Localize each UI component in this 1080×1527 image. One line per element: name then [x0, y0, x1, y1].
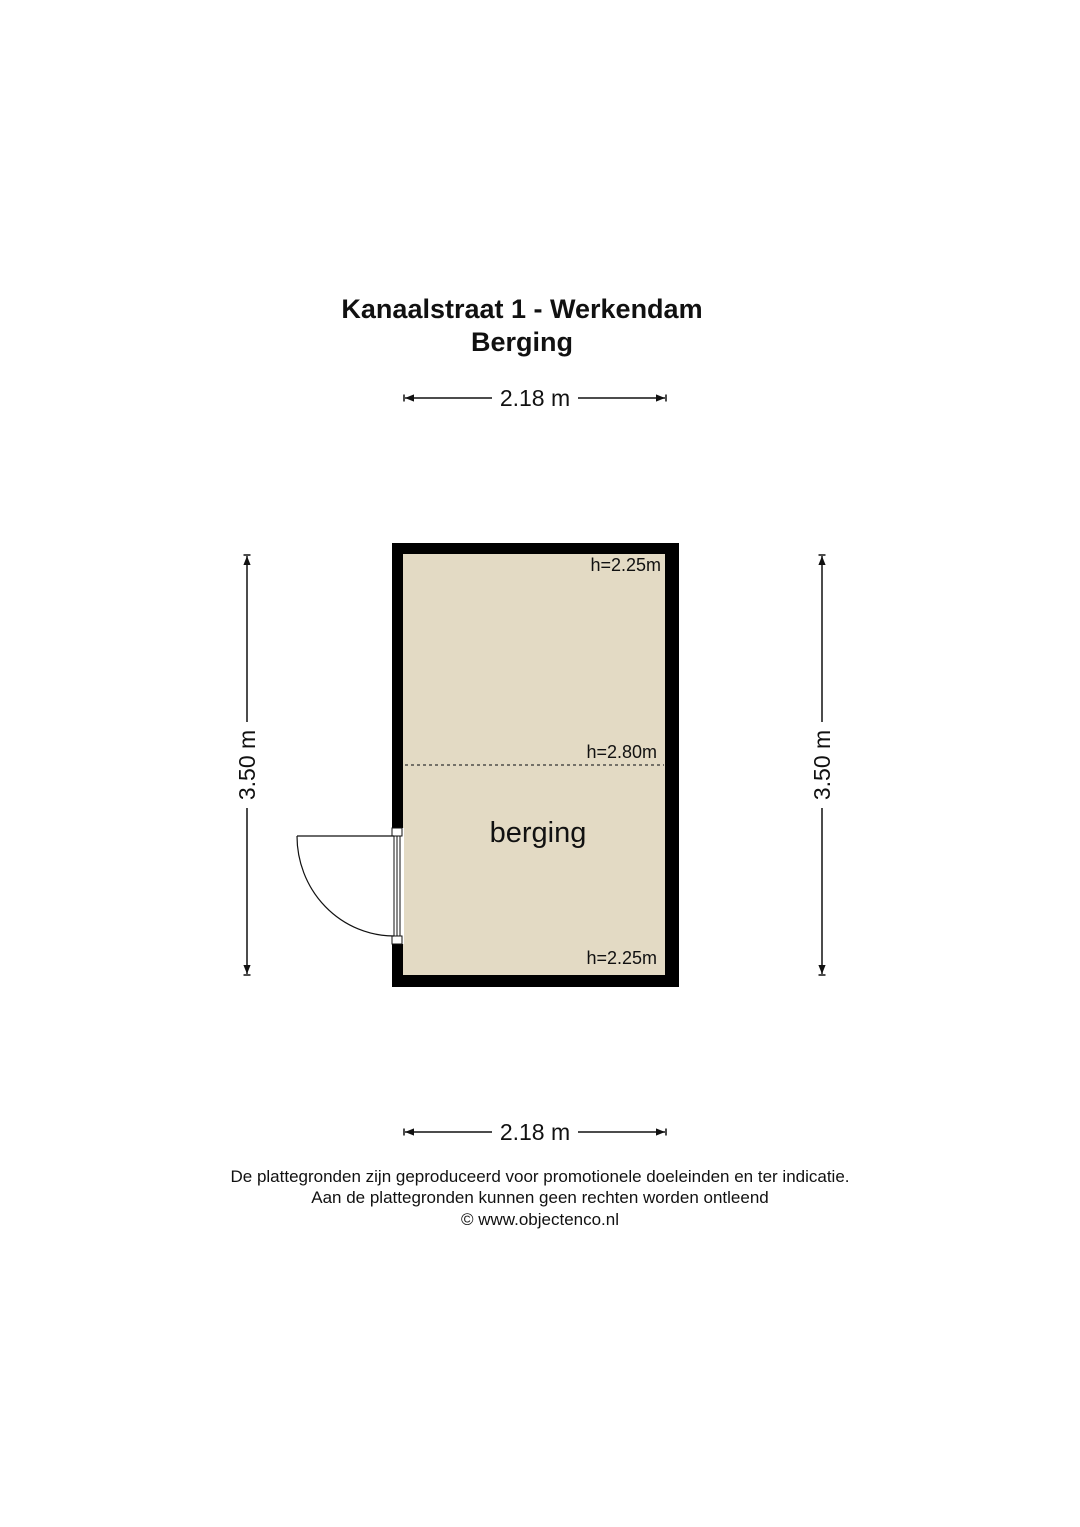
width-dimension-top: [404, 385, 666, 411]
depth-dimension-right: [809, 555, 835, 975]
width-label-bottom: 2.18 m: [499, 1119, 571, 1145]
disclaimer-line-2: Aan de plattegronden kunnen geen rechten worden ontleend: [311, 1188, 769, 1207]
depth-dimension-left: [234, 555, 260, 975]
width-label-top: 2.18 m: [499, 385, 571, 411]
depth-label-left: 3.50 m: [234, 729, 260, 801]
plan-subtitle: Berging: [470, 327, 574, 357]
room-berging: [297, 543, 679, 987]
depth-label-right: 3.50 m: [809, 729, 835, 801]
door-swing: [297, 836, 394, 936]
height-label-mid: h=2.80m: [586, 742, 657, 762]
height-label-top: h=2.25m: [590, 555, 661, 575]
disclaimer-line-1: De plattegronden zijn geproduceerd voor promotionele doeleinden en ter indicatie.: [230, 1167, 850, 1186]
height-label-bottom: h=2.25m: [586, 948, 657, 968]
copyright-line: © www.objectenco.nl: [460, 1210, 620, 1229]
plan-title: Kanaalstraat 1 - Werkendam: [341, 294, 703, 324]
room-name: berging: [489, 817, 587, 849]
width-dimension-bottom: [404, 1119, 666, 1145]
